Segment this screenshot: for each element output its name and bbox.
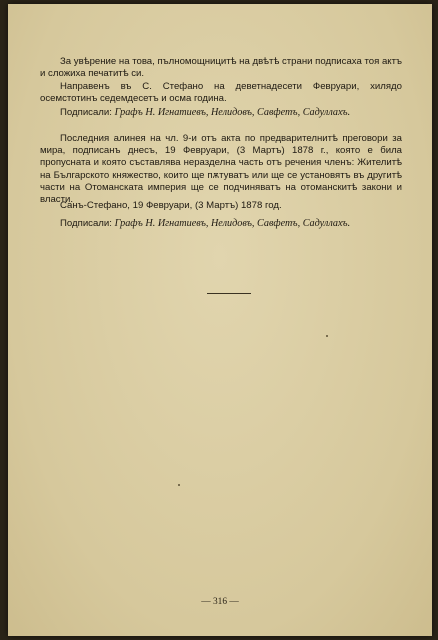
- paragraph-san-stefano-date: Санъ-Стефано, 19 Февруари, (3 Мартъ) 1878 год.: [60, 200, 282, 211]
- signatories-names: Графъ Н. Игнатиевъ, Нелидовъ, Савфетъ, Садуллахъ.: [114, 218, 351, 229]
- paragraph-article-9: Последния алинея на чл. 9-и отъ акта по предварителнитѣ преговори за мира, подписанъ днесъ, 19 Февруари, (3 Мартъ) 1878 г., която е била пропусната и която съставлява неразделна часть отъ речения членъ: Жителитѣ на Българското княжество, които ще пѫтуватъ или ще се установятъ въ другитѣ части на Отоманската империя ще се подчиняватъ на отоманскитѣ закони и власти.: [40, 133, 402, 206]
- document-page: [8, 4, 432, 636]
- section-divider: [207, 293, 251, 294]
- paper-speck: [326, 335, 328, 337]
- page-number: — 316 —: [201, 597, 239, 607]
- signatories-label: Подписали:: [60, 107, 112, 118]
- paragraph-certification: За увѣрение на това, пълномощницитѣ на двѣтѣ страни подписаха тоя актъ и сложиха печатитѣ си.: [40, 56, 402, 80]
- paper-speck: [178, 484, 180, 486]
- signatories-line-2: [40, 218, 402, 230]
- signatories-label: Подписали:: [60, 218, 112, 229]
- signatories-names: Графъ Н. Игнатиевъ, Нелидовъ, Савфетъ, Садуллахъ.: [114, 107, 351, 118]
- paragraph-place-date: Направенъ въ С. Стефано на деветнадесети Февруари, хилядо осемстотинъ седемдесетъ и осма година.: [40, 81, 402, 105]
- signatories-line-1: [40, 107, 402, 119]
